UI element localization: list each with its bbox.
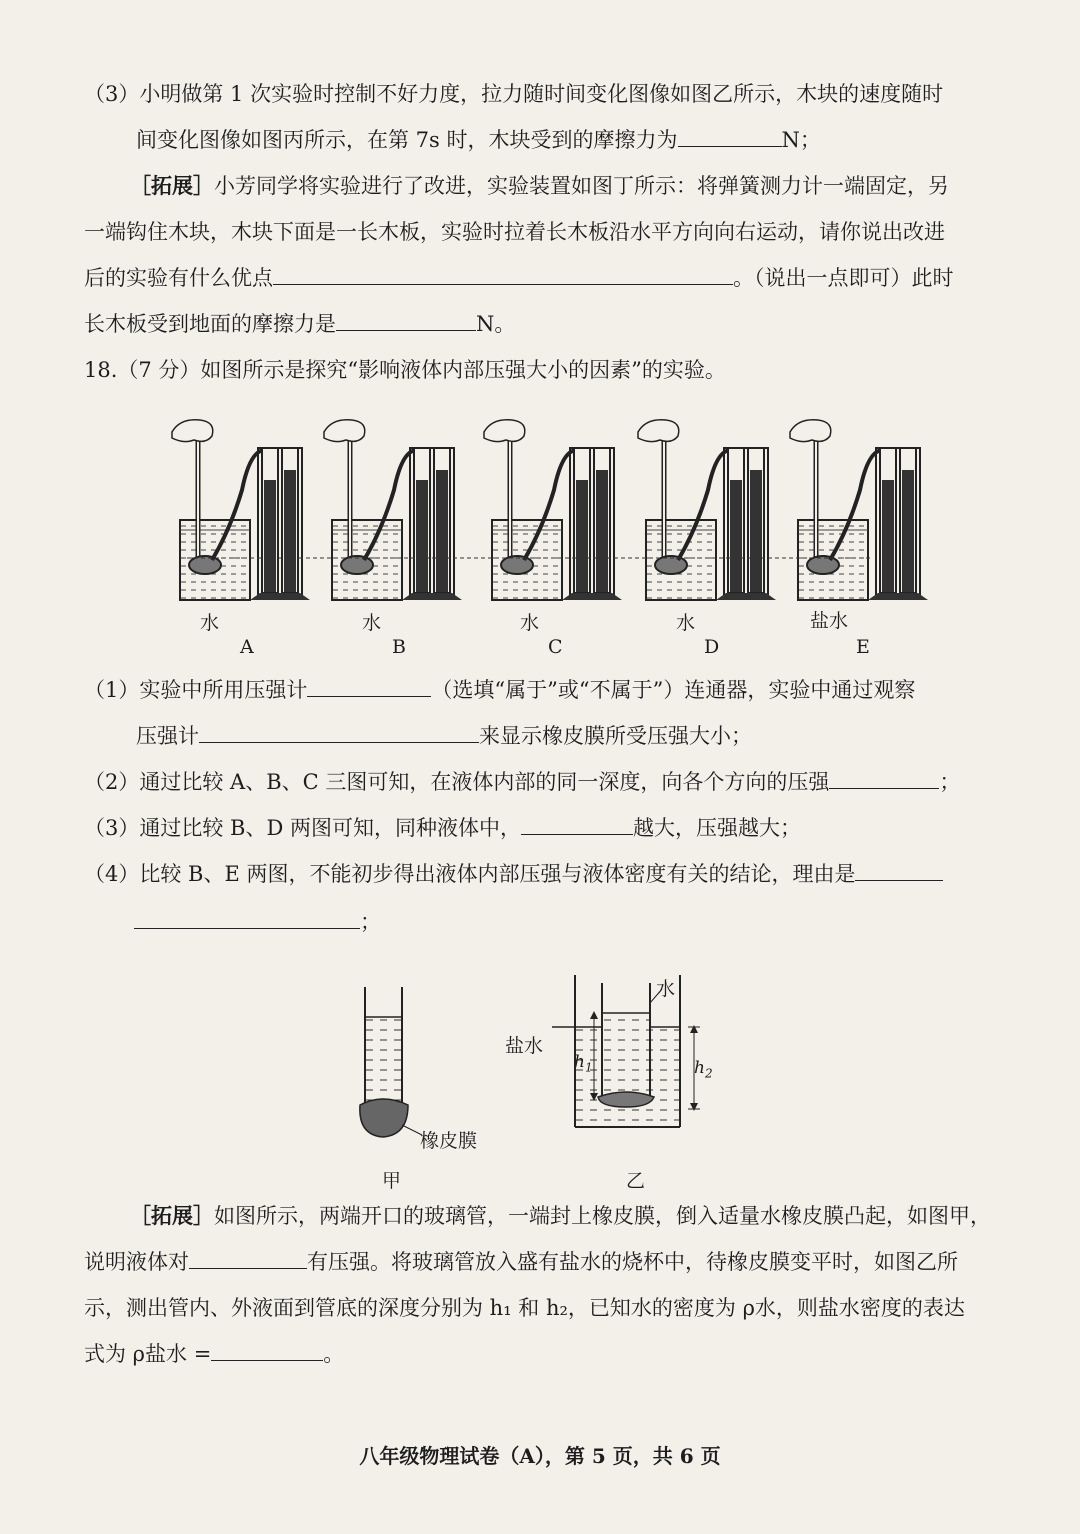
extension-tag: ［拓展］ (130, 1203, 214, 1228)
q17-extension-line2: 一端钩住木块，木块下面是一长木板，实验时拉着长木板沿水平方向向右运动，请你说出改进 (84, 220, 945, 244)
figure-liquid-label-a: 水 (200, 612, 220, 634)
figure-liquid-label-c: 水 (520, 612, 540, 634)
q18-header: 18.（7 分）如图所示是探究“影响液体内部压强大小的因素”的实验。 (84, 358, 726, 382)
figure-letter-c: C (548, 636, 563, 658)
answer-blank[interactable] (273, 264, 733, 285)
q18-part2-end: ； (939, 770, 961, 794)
extension-tag: ［拓展］ (130, 173, 214, 198)
extension-text: 如图所示，两端开口的玻璃管，一端封上橡皮膜，倒入适量水橡皮膜凸起，如图甲， (214, 1204, 991, 1228)
answer-blank[interactable] (521, 814, 633, 835)
q18-extension-line4 (84, 1340, 344, 1368)
figure-liquid-label-e: 盐水 (810, 610, 849, 632)
q18-part4-text: （4）比较 B、E 两图，不能初步得出液体内部压强与液体密度有关的结论，理由是 (84, 862, 856, 886)
figure-letter-a: A (240, 636, 254, 658)
q18-part1-text: （1）实验中所用压强计 (84, 678, 308, 702)
q18-extension-line3: 示，测出管内、外液面到管底的深度分别为 h₁ 和 h₂，已知水的密度为 ρ水，则盐水密度的表达 (84, 1296, 965, 1320)
h1-subscript: 1 (584, 1060, 593, 1075)
figure-letter-b: B (392, 636, 406, 658)
q18-part3-text: 越大，压强越大； (632, 816, 801, 840)
extension-text: 说明液体对 (84, 1250, 189, 1274)
q18-part1-text: 来显示橡皮膜所受压强大小； (479, 724, 752, 748)
extension-text: 长木板受到地面的摩擦力是 (84, 312, 336, 336)
figure-liquid-label-b: 水 (362, 612, 382, 634)
extension-text: 有压强。将玻璃管放入盛有盐水的烧杯中，待橡皮膜变平时，如图乙所 (307, 1250, 958, 1274)
q18-part1-text: 压强计 (136, 724, 199, 748)
salt-water-label: 盐水 (505, 1035, 544, 1057)
q18-part4-end: ； (360, 910, 381, 934)
q17-part3-text: 间变化图像如图丙所示，在第 7s 时，木块受到的摩擦力为 (136, 128, 678, 152)
answer-blank[interactable] (829, 768, 939, 789)
extension-end: 。 (323, 1342, 345, 1366)
h2-subscript: 2 (704, 1066, 713, 1081)
q18-part2 (84, 768, 960, 796)
answer-blank[interactable] (307, 676, 431, 697)
extension-unit: N。 (476, 312, 516, 336)
q17-part3-unit: N； (781, 128, 821, 152)
q18-part2-text: （2）通过比较 A、B、C 三图可知，在液体内部的同一深度，向各个方向的压强 (84, 770, 830, 794)
q17-extension-line3 (84, 264, 954, 292)
h2-label (694, 1058, 713, 1080)
q18-part1-line2 (136, 722, 752, 750)
answer-blank[interactable] (211, 1340, 323, 1361)
q18-part1-text: （选填“属于”或“不属于”）连通器，实验中通过观察 (431, 678, 916, 702)
answer-blank[interactable] (336, 310, 476, 331)
q17-part3-line1: （3）小明做第 1 次实验时控制不好力度，拉力随时间变化图像如图乙所示，木块的速度随时 (84, 82, 944, 106)
q17-extension-line4 (84, 310, 515, 338)
h2-symbol: h (694, 1058, 705, 1078)
q18-part3-text: （3）通过比较 B、D 两图可知，同种液体中， (84, 816, 521, 840)
q17-extension-line1 (130, 172, 949, 200)
figure-jia-label: 甲 (382, 1170, 402, 1192)
q18-part3 (84, 814, 801, 842)
answer-blank[interactable] (199, 722, 479, 743)
answer-blank[interactable] (134, 908, 360, 929)
answer-blank[interactable] (678, 126, 782, 147)
h1-label (574, 1052, 593, 1074)
answer-blank[interactable] (855, 860, 943, 881)
figure-letter-d: D (704, 636, 720, 658)
membrane-label: 橡皮膜 (420, 1130, 478, 1152)
page-footer: 八年级物理试卷（A），第 5 页，共 6 页 (359, 1444, 721, 1468)
extension-text: 。（说出一点即可）此时 (733, 266, 954, 290)
q18-extension-line2 (84, 1248, 958, 1276)
q18-extension-line1 (130, 1202, 991, 1230)
h1-symbol: h (574, 1052, 585, 1072)
q18-part4-line2 (134, 908, 381, 936)
answer-blank[interactable] (189, 1248, 307, 1269)
figure-liquid-label-d: 水 (676, 612, 696, 634)
extension-text: 后的实验有什么优点 (84, 266, 273, 290)
extension-text: 式为 ρ盐水 = (84, 1342, 212, 1366)
extension-text: 小芳同学将实验进行了改进，实验装置如图丁所示：将弹簧测力计一端固定，另 (214, 174, 949, 198)
q18-part4-line1 (84, 860, 943, 888)
q17-part3-line2 (136, 126, 821, 154)
figure-yi-label: 乙 (626, 1170, 646, 1192)
water-label: 水 (656, 978, 676, 1000)
figure-letter-e: E (856, 636, 870, 658)
q18-part1-line1 (84, 676, 915, 704)
